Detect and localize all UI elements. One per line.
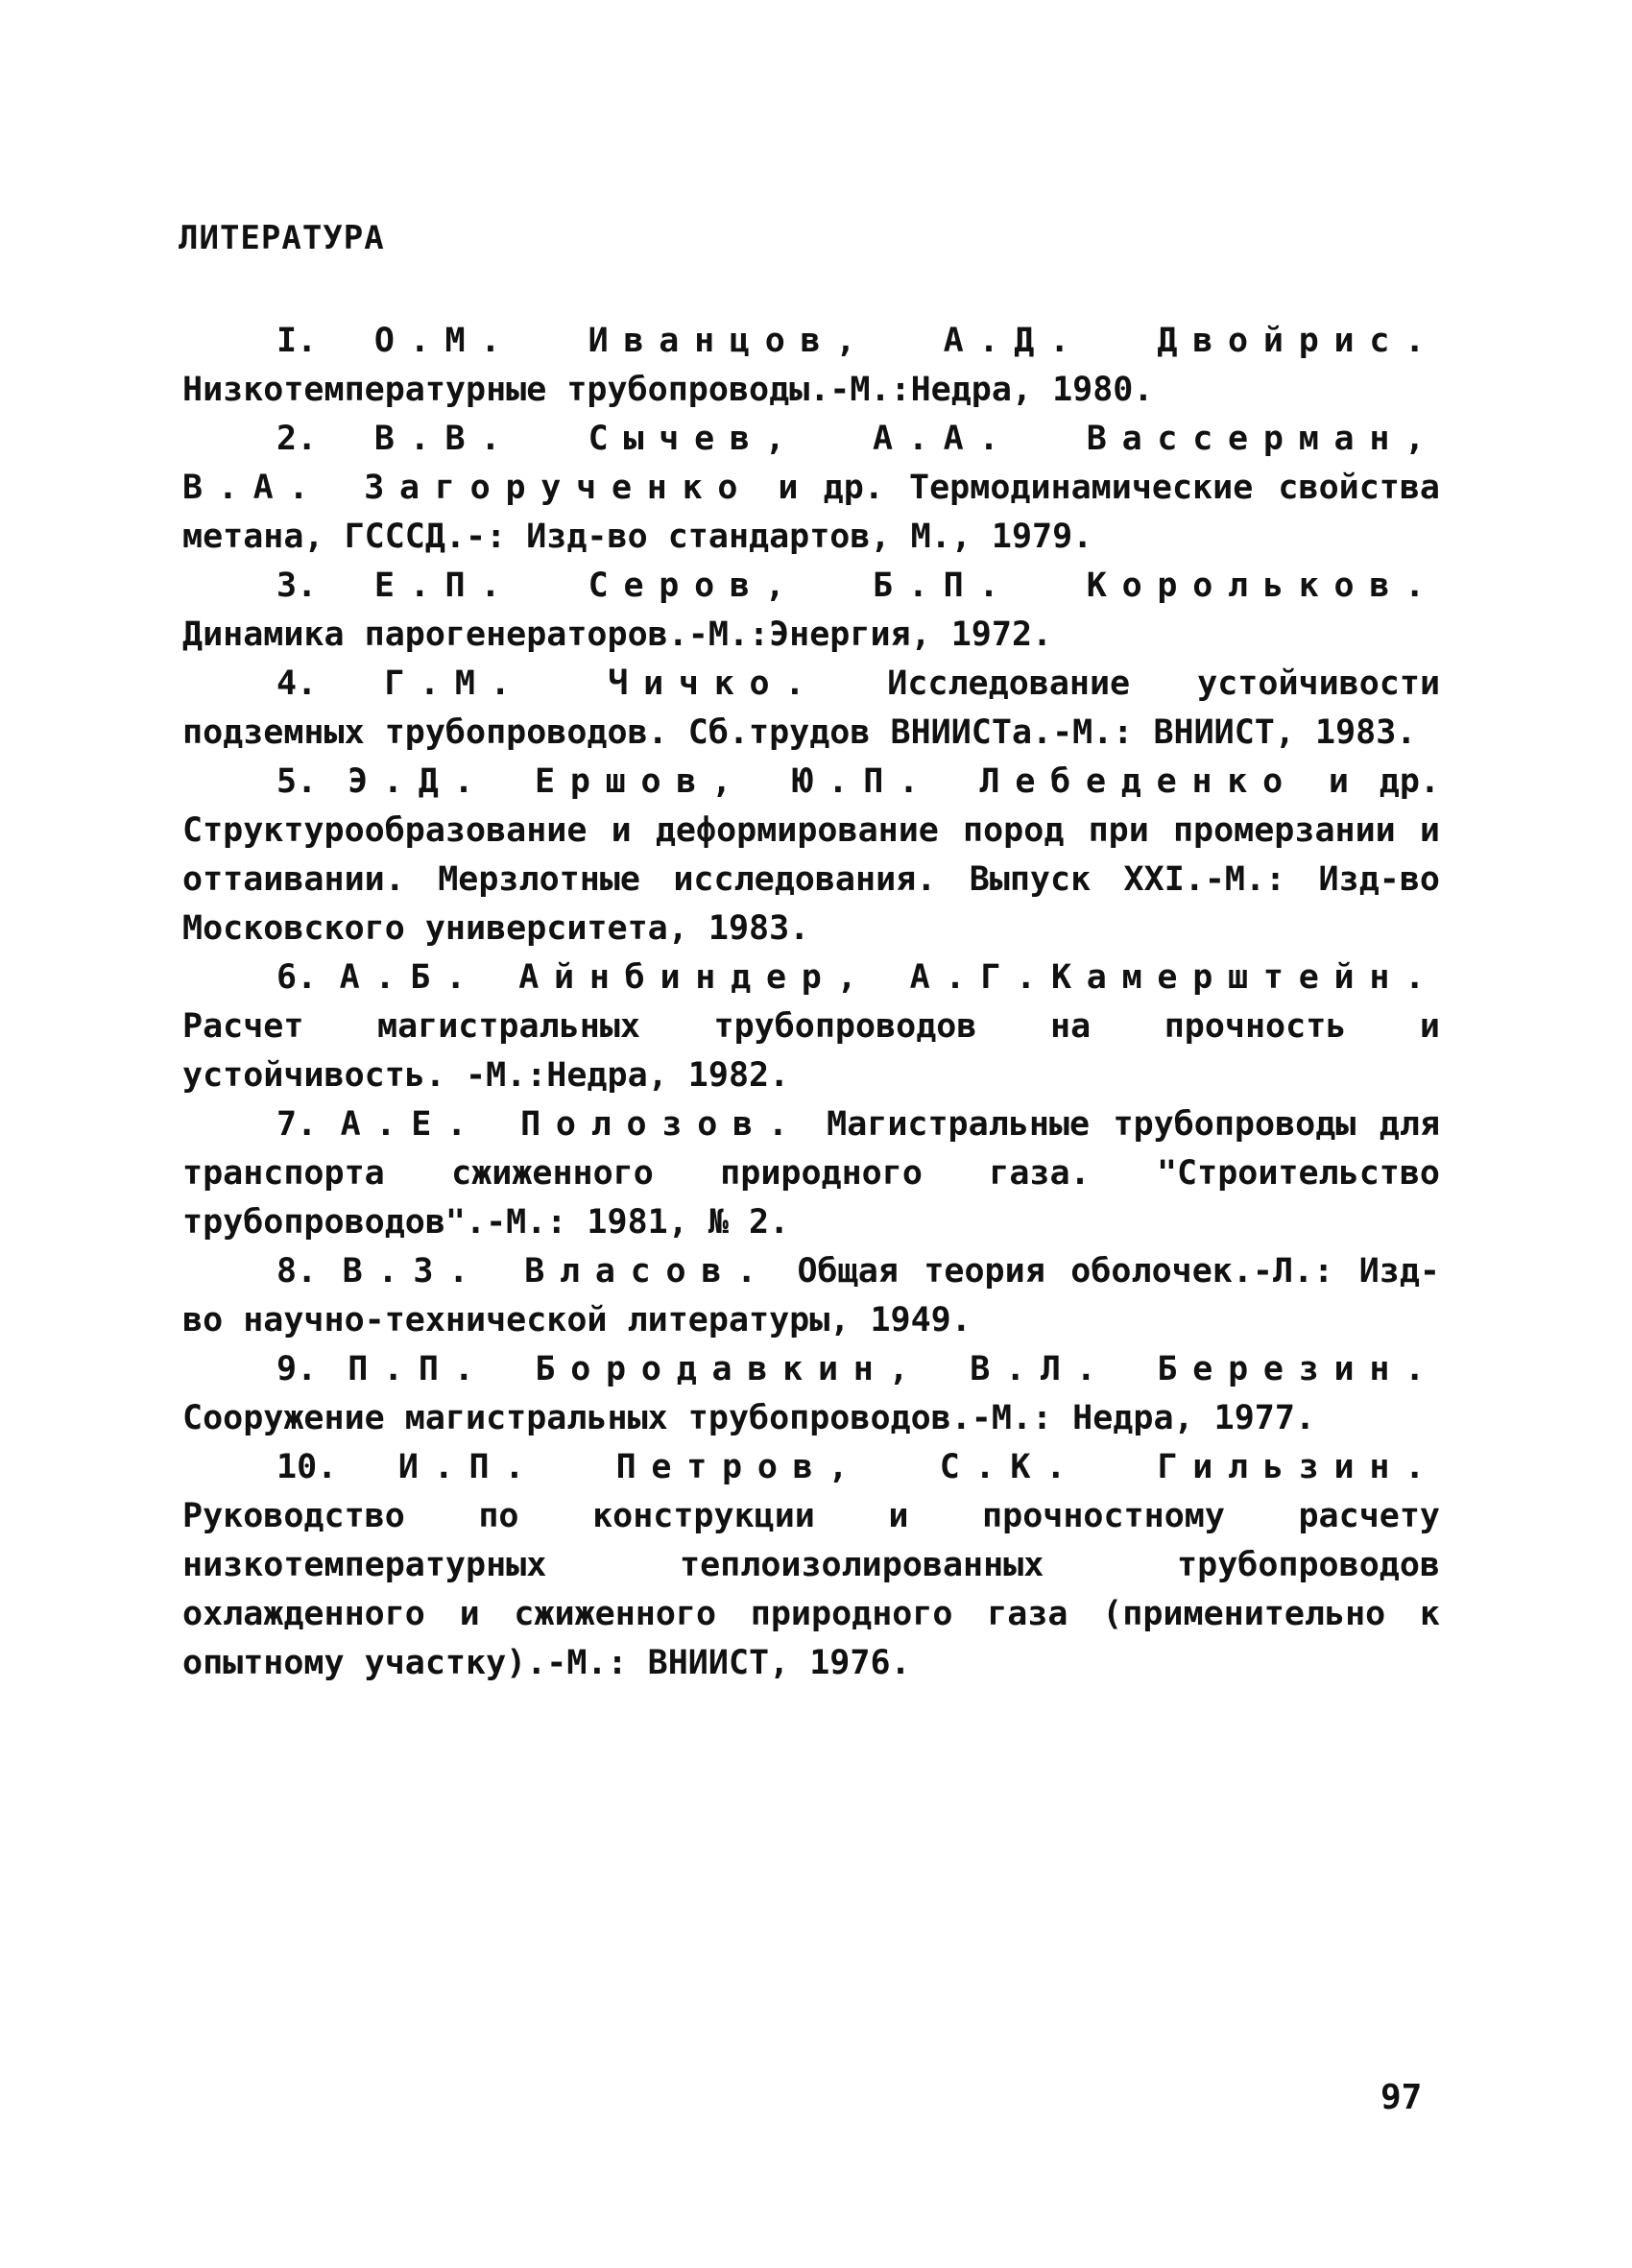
- reference-text: и др. Термодинамические свойства метана, ГСССД.-: Изд-во стандартов, М., 1979.: [182, 469, 1440, 556]
- reference-authors: А.Е. Полозов.: [340, 1105, 804, 1144]
- reference-item: [182, 1247, 1440, 1345]
- reference-text: Исследование устойчивости подземных трубопроводов. Сб.трудов ВНИИСТа.-М.: ВНИИСТ, 1983.: [182, 664, 1441, 752]
- reference-number: 5.: [276, 762, 318, 801]
- reference-number: 9.: [276, 1350, 318, 1388]
- reference-number: 10.: [276, 1448, 338, 1486]
- reference-text: Общая теория оболочек.-Л.: Изд-во научно-технической литературы, 1949.: [182, 1252, 1440, 1339]
- reference-item: [182, 758, 1440, 953]
- reference-item: [182, 317, 1440, 415]
- reference-authors: П.П. Бородавкин, В.Л. Березин.: [348, 1350, 1441, 1388]
- page-title: ЛИТЕРАТУРА: [179, 219, 385, 257]
- reference-authors: И.П. Петров, С.К. Гильзин.: [397, 1448, 1440, 1486]
- reference-text: Низкотемпературные трубопроводы.-М.:Недра, 1980.: [182, 371, 1154, 409]
- reference-authors: Э.Д. Ершов, Ю.П. Лебеденко: [348, 762, 1298, 801]
- reference-item: [182, 562, 1440, 660]
- reference-authors: А.Б. Айнбиндер, А.Г.Камерштейн.: [339, 958, 1440, 997]
- reference-text: Динамика парогенераторов.-М.:Энергия, 1972.: [182, 615, 1053, 654]
- reference-item: [182, 660, 1440, 758]
- reference-text: Магистральные трубопроводы для транспорта сжиженного природного газа. "Строительство трубопроводов".-М.: 1981, № 2.: [182, 1105, 1441, 1242]
- reference-text: Руководство по конструкции и прочностному расчету низкотемпературных теплоизолированных трубопроводов охлажденного и сжиженного природного газа (применительно к опытному участку).-М.: ВНИИСТ, 1976.: [182, 1497, 1440, 1682]
- reference-number: 8.: [276, 1252, 318, 1291]
- page-number: 97: [1380, 2078, 1423, 2117]
- reference-item: [182, 1100, 1440, 1247]
- reference-number: I.: [276, 322, 318, 360]
- reference-number: 2.: [276, 420, 318, 458]
- reference-authors: В.В. Сычев, А.А. Вассерман, В.А. Загорученко: [182, 420, 1440, 507]
- reference-text: Сооружение магистральных трубопроводов.-М.: Недра, 1977.: [182, 1399, 1316, 1437]
- reference-authors: О.М. Иванцов, А.Д. Двойрис.: [373, 322, 1440, 360]
- reference-number: 7.: [276, 1105, 318, 1144]
- reference-authors: В.З. Власов.: [342, 1252, 772, 1291]
- reference-number: 3.: [276, 567, 318, 605]
- reference-item: [182, 1443, 1440, 1688]
- reference-authors: Е.П. Серов, Б.П. Корольков.: [373, 567, 1440, 605]
- reference-item: [182, 1345, 1440, 1443]
- reference-list: [182, 317, 1440, 1688]
- reference-item: [182, 953, 1440, 1100]
- reference-number: 4.: [276, 664, 318, 703]
- reference-text: Расчет магистральных трубопроводов на прочность и устойчивость. -М.:Недра, 1982.: [182, 1007, 1440, 1095]
- reference-text: и др. Структурообразование и деформирование пород при промерзании и оттаивании. Мерзлотные исследования. Выпуск XXI.-М.: Изд-во Московского университета, 1983.: [182, 762, 1440, 948]
- reference-item: [182, 415, 1440, 562]
- reference-number: 6.: [276, 958, 318, 997]
- reference-authors: Г.М. Чичко.: [384, 664, 821, 703]
